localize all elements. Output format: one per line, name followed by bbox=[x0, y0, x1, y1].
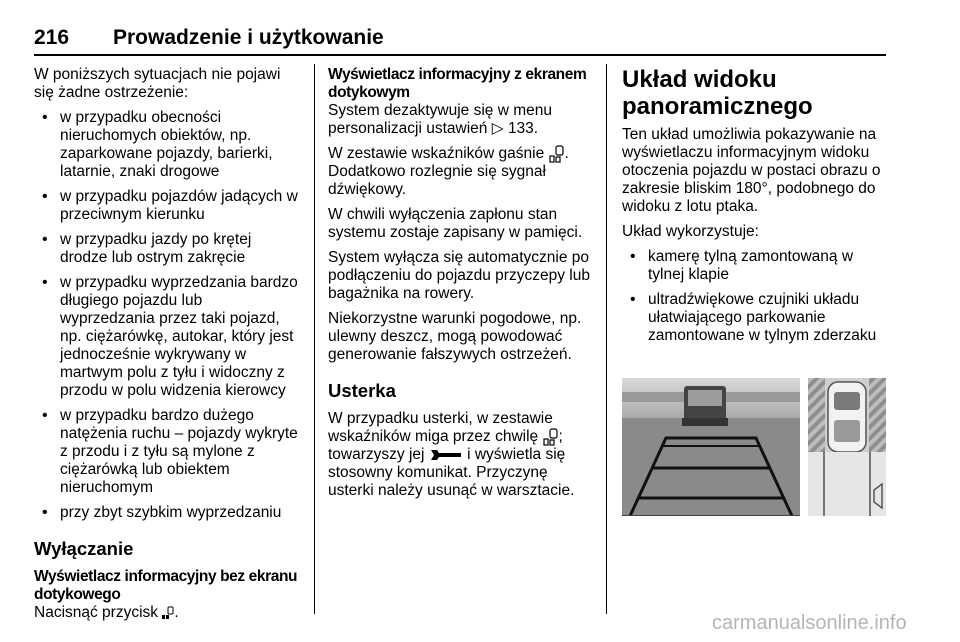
system-uses-text: Układ wykorzystuje: bbox=[622, 223, 759, 240]
blind-spot-button-icon bbox=[162, 606, 174, 620]
indicator-off-text-2: . Dodatkowo rozlegnie się sygnał dźwiękowy. bbox=[328, 145, 569, 199]
fault-text-1: W przypadku usterki, w zestawie wskaźników miga przez chwilę bbox=[328, 410, 553, 446]
wrench-icon bbox=[429, 448, 463, 462]
press-label: Nacisnąć przycisk bbox=[34, 604, 159, 621]
indicator-off-text: W zestawie wskaźników gaśnie bbox=[328, 145, 545, 163]
section-heading-wylaczanie: Wyłączanie bbox=[34, 538, 134, 559]
weather-text: Niekorzystne warunki pogodowe, np. ulewny deszcz, mogą powodować generowanie fałszywych ostrzeżeń. bbox=[328, 310, 582, 364]
intro-text: W poniższych sytuacjach nie pojawi się żadne ostrzeżenie: bbox=[34, 66, 281, 101]
column-3 bbox=[622, 66, 888, 352]
list-item: • w przypadku jazdy po krętej drodze lub ostrym zakręcie bbox=[34, 231, 300, 267]
no-warning-list bbox=[34, 109, 300, 522]
fault-text-3: i wyświetla się stosowny komunikat. Przyczynę usterki należy usunąć w warsztacie. bbox=[328, 446, 575, 500]
list-item: • przy zbyt szybkim wyprzedzaniu bbox=[34, 504, 300, 522]
column-divider-1 bbox=[314, 64, 315, 614]
page-ref: 133. bbox=[507, 120, 539, 137]
list-item: • w przypadku bardzo dużego natężenia ruchu – pojazdy wykryte z przodu i z tyłu są mylone z ciężarówką lub obiektem nieruchomym bbox=[34, 407, 300, 497]
blind-spot-warning-icon bbox=[543, 428, 559, 446]
panorama-description: Ten układ umożliwia pokazywanie na wyświetlaczu informacyjnym widoku otoczenia pojazdu w postaci obrazu o zakresie bliskim 180°, podobnego do widoku z lotu ptaka. bbox=[622, 126, 881, 215]
list-item: • w przypadku pojazdów jadących w przeciwnym kierunku bbox=[34, 188, 300, 224]
column-divider-2 bbox=[606, 64, 607, 614]
deactivate-text: System dezaktywuje się w menu personalizacji ustawień bbox=[328, 102, 552, 137]
ignition-text: W chwili wyłączenia zapłonu stan systemu zostaje zapisany w pamięci. bbox=[328, 206, 583, 242]
rear-camera-view bbox=[622, 378, 800, 516]
page-title: Prowadzenie i użytkowanie bbox=[113, 26, 384, 49]
subheading-no-touchscreen: Wyświetlacz informacyjny bez ekranu dotykowego bbox=[34, 568, 298, 603]
fault-text-2: ; towarzyszy jej bbox=[328, 428, 563, 464]
press-button-text bbox=[34, 604, 300, 622]
watermark: carmanualsonline.info bbox=[712, 612, 907, 634]
top-view bbox=[808, 378, 886, 516]
page-number: 216 bbox=[34, 26, 70, 49]
section-heading-usterka: Usterka bbox=[328, 380, 396, 402]
column-1 bbox=[34, 66, 300, 622]
section-heading-panorama: Układ widoku panoramicznego bbox=[622, 66, 813, 120]
column-2 bbox=[328, 66, 596, 507]
panoramic-view-illustration bbox=[622, 378, 886, 516]
page-ref-arrow-icon: ▷ bbox=[491, 120, 504, 137]
header-rule bbox=[34, 54, 886, 56]
list-item: • ultradźwiękowe czujniki układu ułatwiającego parkowanie zamontowane w tylnym zderzaku bbox=[622, 291, 888, 345]
list-item: • w przypadku wyprzedzania bardzo długiego pojazdu lub wyprzedzania przez taki pojazd, np. ciężarówkę, autokar, który jest jednocześnie wykrywany w martwym polu z tyłu i widoczny z przodu w polu widzenia kierowcy bbox=[34, 274, 300, 400]
blind-spot-warning-icon bbox=[549, 145, 565, 163]
list-item: • kamerę tylną zamontowaną w tylnej klapie bbox=[622, 248, 888, 284]
list-item: • w przypadku obecności nieruchomych obiektów, np. zaparkowane pojazdy, barierki, latarnie, znaki drogowe bbox=[34, 109, 300, 181]
components-list bbox=[622, 248, 888, 345]
press-end: . bbox=[174, 604, 179, 621]
trailer-text: System wyłącza się automatycznie po podłączeniu do pojazdu przyczepy lub bagażnika na rowery. bbox=[328, 249, 590, 303]
subheading-touchscreen: Wyświetlacz informacyjny z ekranem dotykowym bbox=[328, 66, 587, 101]
